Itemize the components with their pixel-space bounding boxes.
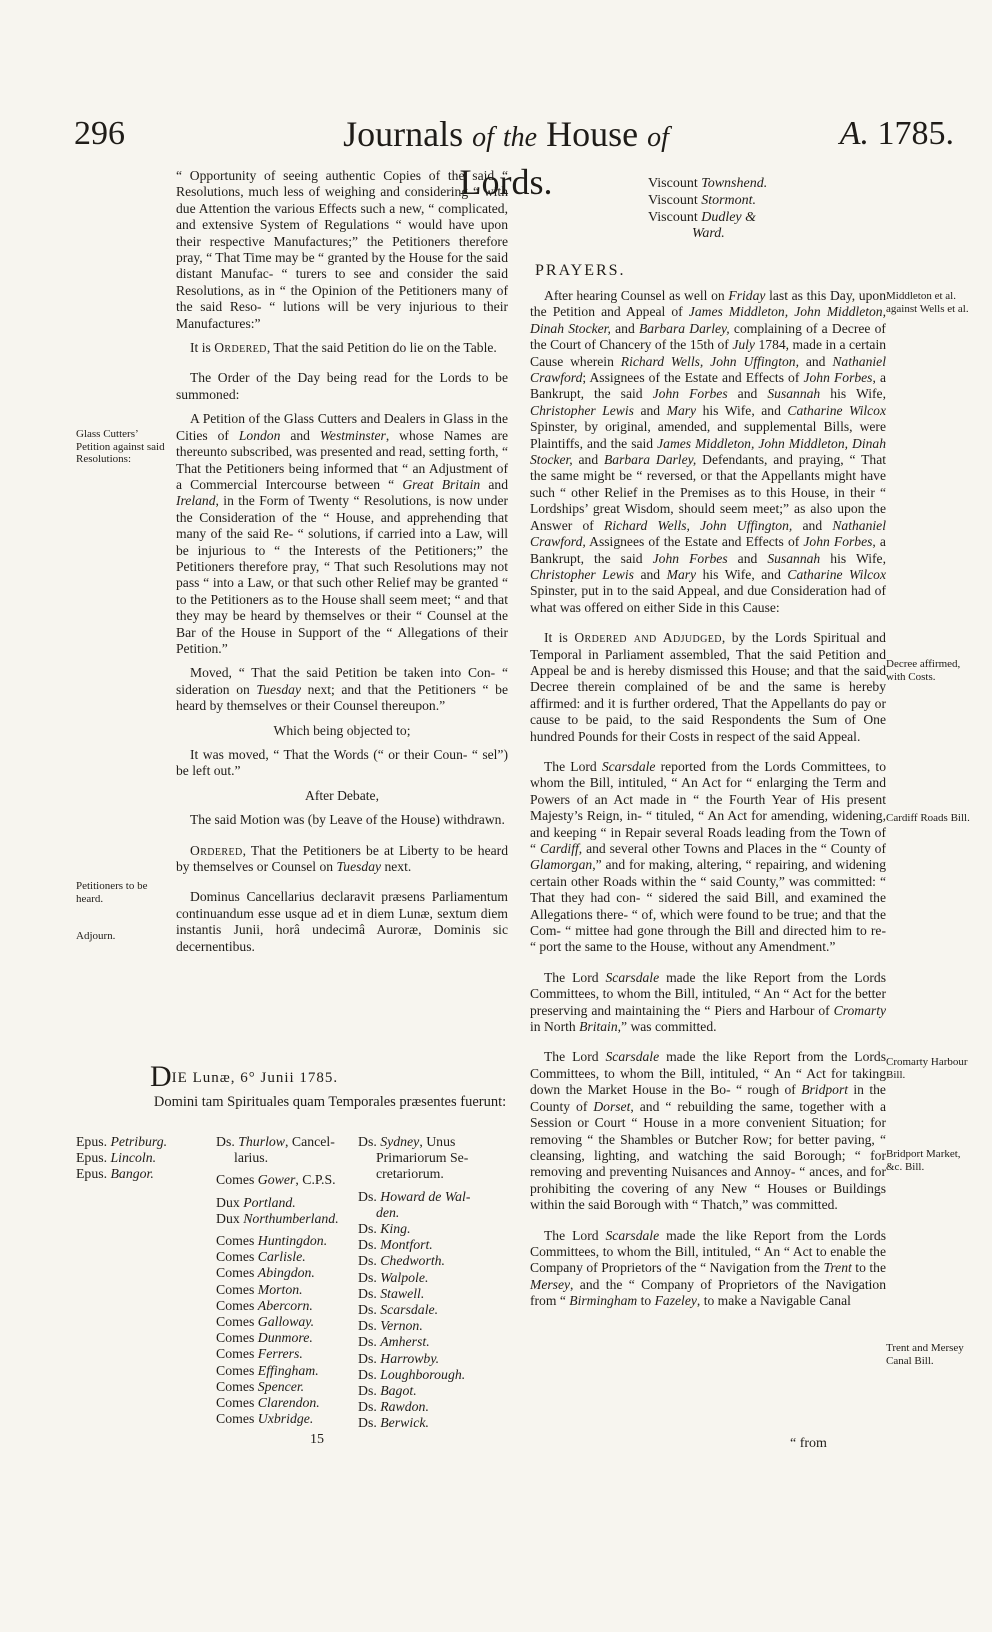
page-year: A. 1785. [839,115,954,152]
attendance-heading: Domini tam Spirituales quam Temporales præsentes fuerunt: [153,1094,507,1110]
paragraph: The Lord Scarsdale made the like Report from the Lords Committees, to whom the Bill, intituled, “ An “ Act for the better preserving and maintaining the “ Piers and Harbour of Cromarty in North Britain,” was committed. [530,969,887,1035]
paragraph: Ordered, That the Petitioners be at Liberty to be heard by themselves or Counsel on Tuesday next. [176,842,508,875]
attendance-entry: den. [376,1204,400,1220]
margin-note: Cromarty Harbour Bill. [886,1056,968,1081]
paragraph: It is Ordered and Adjudged, by the Lords Spiritual and Temporal in Parliament assembled, That the said Petition and Appeal be and is hereby dismissed this House; and that the said Decree therein complained of be and the same is hereby affirmed: and it is further ordered, That the Appellants do pay or cause to be paid, to the said Respondents the Sum of One hundred Pounds for their Costs in respect of the said Appeal. [530,630,886,744]
attendance-entry: Ds. Walpole. [358,1269,429,1285]
attendance-entry: Ds. Loughborough. [358,1366,466,1382]
paragraph: “ Opportunity of seeing authentic Copies of the said “ Resolutions, much less of weighing and considering “ with due Attention the various Effects such a new, “ complicated, and extensive System of Regulations “ would have upon their respective Manufactures;” the Petitioners therefore pray, “ That Time may be “ granted by the House for the said distant Manufac- “ turers to see and consider the said Resolutions, as in “ the Opinion of the Petitioners many of the said Reso- “ lutions will be very injurious to their Manufactures:” [176,168,508,331]
lord-entry: Viscount Dudley & [648,209,757,225]
attendance-entry: Comes Clarendon. [216,1395,320,1411]
lord-entry: Viscount Townshend. [648,176,768,191]
attendance-entry: Ds. Scarsdale. [358,1302,439,1318]
margin-note: Decree affirmed, with Costs. [886,658,961,683]
paragraph: Dominus Cancellarius declaravit præsens Parliamentum continuandum esse usque ad et in diem Lunæ, sextum diem instantis Junii, horâ undecimâ Auroræ, Dominis sic decernentibus. [176,889,508,954]
attendance-entry: Epus. Bangor. [76,1166,154,1182]
attendance-column-c [358,1134,508,1432]
session-heading: DIE Lunæ, 6° Junii 1785. [150,1060,339,1093]
margin-note: Bridport Market, &c. Bill. [886,1148,961,1173]
paragraph: Moved, “ That the said Petition be taken into Con- “ sideration on Tuesday next; and that the Petitioners “ be heard by themselves or their Counsel thereupon.” [176,665,509,714]
attendance-entry: Comes Spencer. [216,1378,305,1394]
left-column [176,168,508,963]
attendance-entry: Ds. Bagot. [358,1383,417,1399]
attendance-entry: Comes Carlisle. [216,1249,306,1265]
margin-note: Glass Cutters’ Petition against said Resolutions: [76,428,165,465]
attendance-entry: Comes Abingdon. [216,1265,315,1281]
attendance-entry: Comes Ferrers. [216,1346,303,1362]
lord-entry-continued: Ward. [692,226,725,242]
attendance-entry: larius. [234,1150,269,1166]
attendance-bishops [76,1134,206,1183]
paragraph: The Lord Scarsdale made the like Report from the Lords Committees, to whom the Bill, intituled, “ An “ Act to enable the Company of Proprietors of the “ Navigation from the Trent to the Mersey, and the “ Company of Proprietors of the Navigation from “ Birmingham to Fazeley, to make a Navigable Canal [530,1227,886,1309]
paragraph: The Lord Scarsdale reported from the Lords Committees, to whom the Bill, intituled, “ An Act for “ enlarging the Term and Powers of an Act made in “ the Fourth Year of His present Majesty’s Reign, in- “ tituled, “ An Act for amending, widening, and keeping “ in Repair several Roads leading from the Town of “ Cardiff, and several other Towns and Places in the “ County of Glamorgan,” and for making, altering, “ repairing, and widening certain other Roads within the “ said County,” was committed: “ That they had con- “ sidered the said Bill, and examined the Allegations there- “ of, which were found to be true; and that the Com- “ mittee had gone through the Bill and directed him to re- “ port the same to the House, without any Amendment.” [530,758,886,955]
paragraph: The said Motion was (by Leave of the House) withdrawn. [190,812,505,828]
signature-mark: 15 [310,1432,324,1447]
attendance-entry: cretariorum. [376,1166,444,1182]
attendance-entry: Ds. Harrowby. [358,1350,440,1366]
running-title: Journals of the House of Lords. [343,114,669,202]
attendance-entry: Ds. Thurlow, Cancel- [216,1134,335,1149]
attendance-entry: Primariorum Se- [376,1150,469,1166]
attendance-entry: Epus. Lincoln. [76,1150,157,1166]
attendance-entry: Ds. Amherst. [358,1334,430,1350]
margin-note: Adjourn. [76,930,116,942]
paragraph: The Order of the Day being read for the Lords to be summoned: [176,370,508,402]
margin-note: Trent and Mersey Canal Bill. [886,1342,964,1367]
lords-list [648,176,848,243]
paragraph: It was moved, “ That the Words (“ or their Coun- “ sel”) be left out.” [176,747,508,779]
attendance-column-b [216,1134,360,1427]
attendance-entry: Comes Dunmore. [216,1330,313,1346]
attendance-entry: Epus. Petriburg. [76,1134,168,1149]
paragraph: It is Ordered, That the said Petition do lie on the Table. [190,340,497,356]
page-number: 296 [74,115,125,152]
attendance-entry: Comes Effingham. [216,1362,319,1378]
attendance-entry: Comes Galloway. [216,1314,315,1330]
attendance-entry: Comes Huntingdon. [216,1233,328,1249]
attendance-entry: Ds. Berwick. [358,1415,429,1431]
paragraph: A Petition of the Glass Cutters and Dealers in Glass in the Cities of London and Westminster, whose Names are thereunto subscribed, was presented and read, setting forth, “ That the Petitioners being informed that “ an Adjustment of a Commercial Intercourse between “ Great Britain and Ireland, in the Form of Twenty “ Resolutions, is now under the Consideration of the “ House, and apprehending that many of the said Re- “ solutions, if carried into a Law, will be injurious to “ the Interests of the Petitioners;” the Petitioners therefore pray, “ That such Resolutions may not pass “ into a Law, or that such other Relief may be granted “ to the Petitioners as to the House shall seem meet; “ and that they may be heard by themselves or their “ Counsel at the Bar of the House in Support of the “ Allegations of their Petition.” [176,411,508,656]
attendance-entry: Comes Uxbridge. [216,1411,314,1427]
margin-note: Petitioners to be heard. [76,880,148,905]
paragraph: The Lord Scarsdale made the like Report from the Lords Committees, to whom the Bill, intituled, “ An “ Act for taking down the Market House in the Bo- “ rough of Bridport in the County of Dorset, and “ rebuilding the same, together with a Session or Court “ House in a more convenient Situation; for removing “ the Shambles or Butcher Row; for better paving, “ cleansing, lighting, and watching the said Borough; “ for removing and preventing Nuisances and Annoy- “ ances, and for prohibiting the covering of any New “ Houses or Buildings within the said Borough with “ Thatch,” was committed. [530,1049,886,1213]
lord-entry: Viscount Stormont. [648,192,757,208]
attendance-entry: Ds. Rawdon. [358,1399,429,1415]
attendance-entry: Ds. Chedworth. [358,1253,446,1269]
section-heading: PRAYERS. [535,262,626,279]
attendance-entry: Dux Northumberland. [216,1210,339,1226]
attendance-entry: Comes Abercorn. [216,1297,313,1313]
attendance-entry: Comes Morton. [216,1281,303,1297]
attendance-entry: Ds. Sydney, Unus [358,1134,456,1149]
catchword: “ from [790,1436,827,1451]
paragraph: Which being objected to; [273,722,411,738]
attendance-entry: Ds. Montfort. [358,1237,433,1253]
attendance-entry: Comes Gower, C.P.S. [216,1172,336,1188]
paragraph: After hearing Counsel as well on Friday last as this Day, upon the Petition and Appeal of James Middleton, John Middleton, Dinah Stocker, and Barbara Darley, complaining of a Decree of the Court of Chancery of the 15th of July 1784, made in a certain Cause wherein Richard Wells, John Uffington, and Nathaniel Crawford; Assignees of the Estate and Effects of John Forbes, a Bankrupt, the said John Forbes and Susannah his Wife, Christopher Lewis and Mary his Wife, and Catharine Wilcox Spinster, by original, amended, and supplemental Bills, were Plaintiffs, and the said James Middleton, John Middleton, Dinah Stocker, and Barbara Darley, Defendants, and praying, “ That the same might be “ reversed, or that the Appellants might have such “ other Relief in the Premises as to this House, in their “ Lordships’ great Wisdom, should seem meet;” as also upon the Answer of Richard Wells, John Uffington, and Nathaniel Crawford, Assignees of the Estate and Effects of John Forbes, a Bankrupt, the said John Forbes and Susannah his Wife, Christopher Lewis and Mary his Wife, and Catharine Wilcox Spinster, put in to the said Appeal, and due Consideration had of what was offered on either Side in this Cause: [530,288,887,615]
right-column [530,288,886,1318]
attendance-entry: Ds. King. [358,1221,411,1237]
attendance-entry: Ds. Howard de Wal- [358,1188,471,1204]
attendance-entry: Ds. Vernon. [358,1318,423,1334]
margin-note: Cardiff Roads Bill. [886,812,970,824]
margin-note: Middleton et al. against Wells et al. [886,290,969,315]
paragraph: After Debate, [305,787,379,803]
attendance-entry: Ds. Stawell. [358,1285,425,1301]
attendance-entry: Dux Portland. [216,1194,296,1210]
